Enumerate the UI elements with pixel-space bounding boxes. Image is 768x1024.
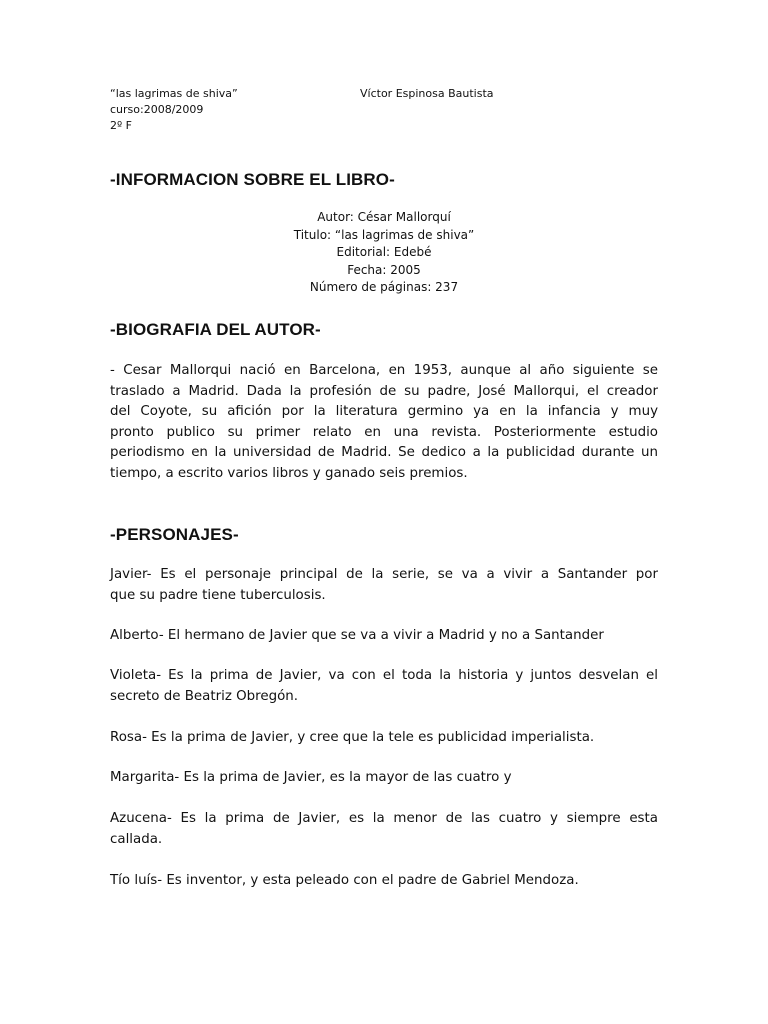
character-azucena [110, 809, 658, 850]
biography-line: pronto publico su primer relato en una revista. Posteriormente estudio [110, 424, 658, 440]
biography-paragraph [110, 361, 658, 484]
character-line: callada. [110, 831, 163, 847]
book-info-date: Fecha: 2005 [347, 262, 421, 277]
biography-line: tiempo, a escrito varios libros y ganado seis premios. [110, 465, 468, 481]
character-line: Azucena- Es la prima de Javier, es la menor de las cuatro y siempre esta [110, 811, 658, 826]
book-info-title: Titulo: “las lagrimas de shiva” [293, 227, 475, 242]
character-violeta [110, 666, 658, 707]
biography-line: del Coyote, su afición por la literatura germino ya en la infancia y muy [110, 404, 658, 419]
biography-line: periodismo en la universidad de Madrid. Se dedico a la publicidad durante un [110, 445, 658, 460]
header-group: 2º F [110, 119, 133, 132]
character-tio-luis [110, 871, 658, 892]
heading-book-info: -INFORMACION SOBRE EL LIBRO- [110, 170, 395, 189]
header-course: curso:2008/2009 [110, 103, 204, 116]
header-student-name: Víctor Espinosa Bautista [360, 87, 494, 100]
character-line: Javier- Es el personaje principal de la serie, se va a vivir a Santander por [110, 567, 658, 582]
heading-characters: -PERSONAJES- [110, 525, 239, 544]
character-line: Margarita- Es la prima de Javier, es la mayor de las cuatro y [110, 770, 512, 785]
book-info-author: Autor: César Mallorquí [317, 210, 451, 224]
character-line: Tío luís- Es inventor, y esta peleado con el padre de Gabriel Mendoza. [110, 873, 579, 888]
character-line: secreto de Beatriz Obregón. [110, 688, 299, 704]
biography-line: traslado a Madrid. Dada la profesión de su padre, José Mallorqui, el creador [110, 383, 658, 399]
heading-biography: -BIOGRAFIA DEL AUTOR- [110, 320, 321, 339]
character-line: Alberto- El hermano de Javier que se va a vivir a Madrid y no a Santander [110, 628, 604, 643]
book-info-publisher: Editorial: Edebé [336, 245, 432, 259]
header-left [110, 86, 238, 134]
character-rosa [110, 728, 658, 749]
character-line: Violeta- Es la prima de Javier, va con el toda la historia y juntos desvelan el [110, 668, 658, 683]
biography-line: - Cesar Mallorqui nació en Barcelona, en 1953, aunque al año siguiente se [110, 363, 658, 378]
character-alberto [110, 626, 658, 647]
character-margarita [110, 768, 658, 789]
book-info-pages: Número de páginas: 237 [309, 280, 459, 294]
character-javier [110, 565, 658, 606]
book-info-block [110, 209, 658, 297]
character-line: que su padre tiene tuberculosis. [110, 587, 326, 603]
header-book-title: “las lagrimas de shiva” [110, 87, 238, 100]
character-line: Rosa- Es la prima de Javier, y cree que la tele es publicidad imperialista. [110, 730, 595, 745]
header-right [360, 86, 494, 102]
